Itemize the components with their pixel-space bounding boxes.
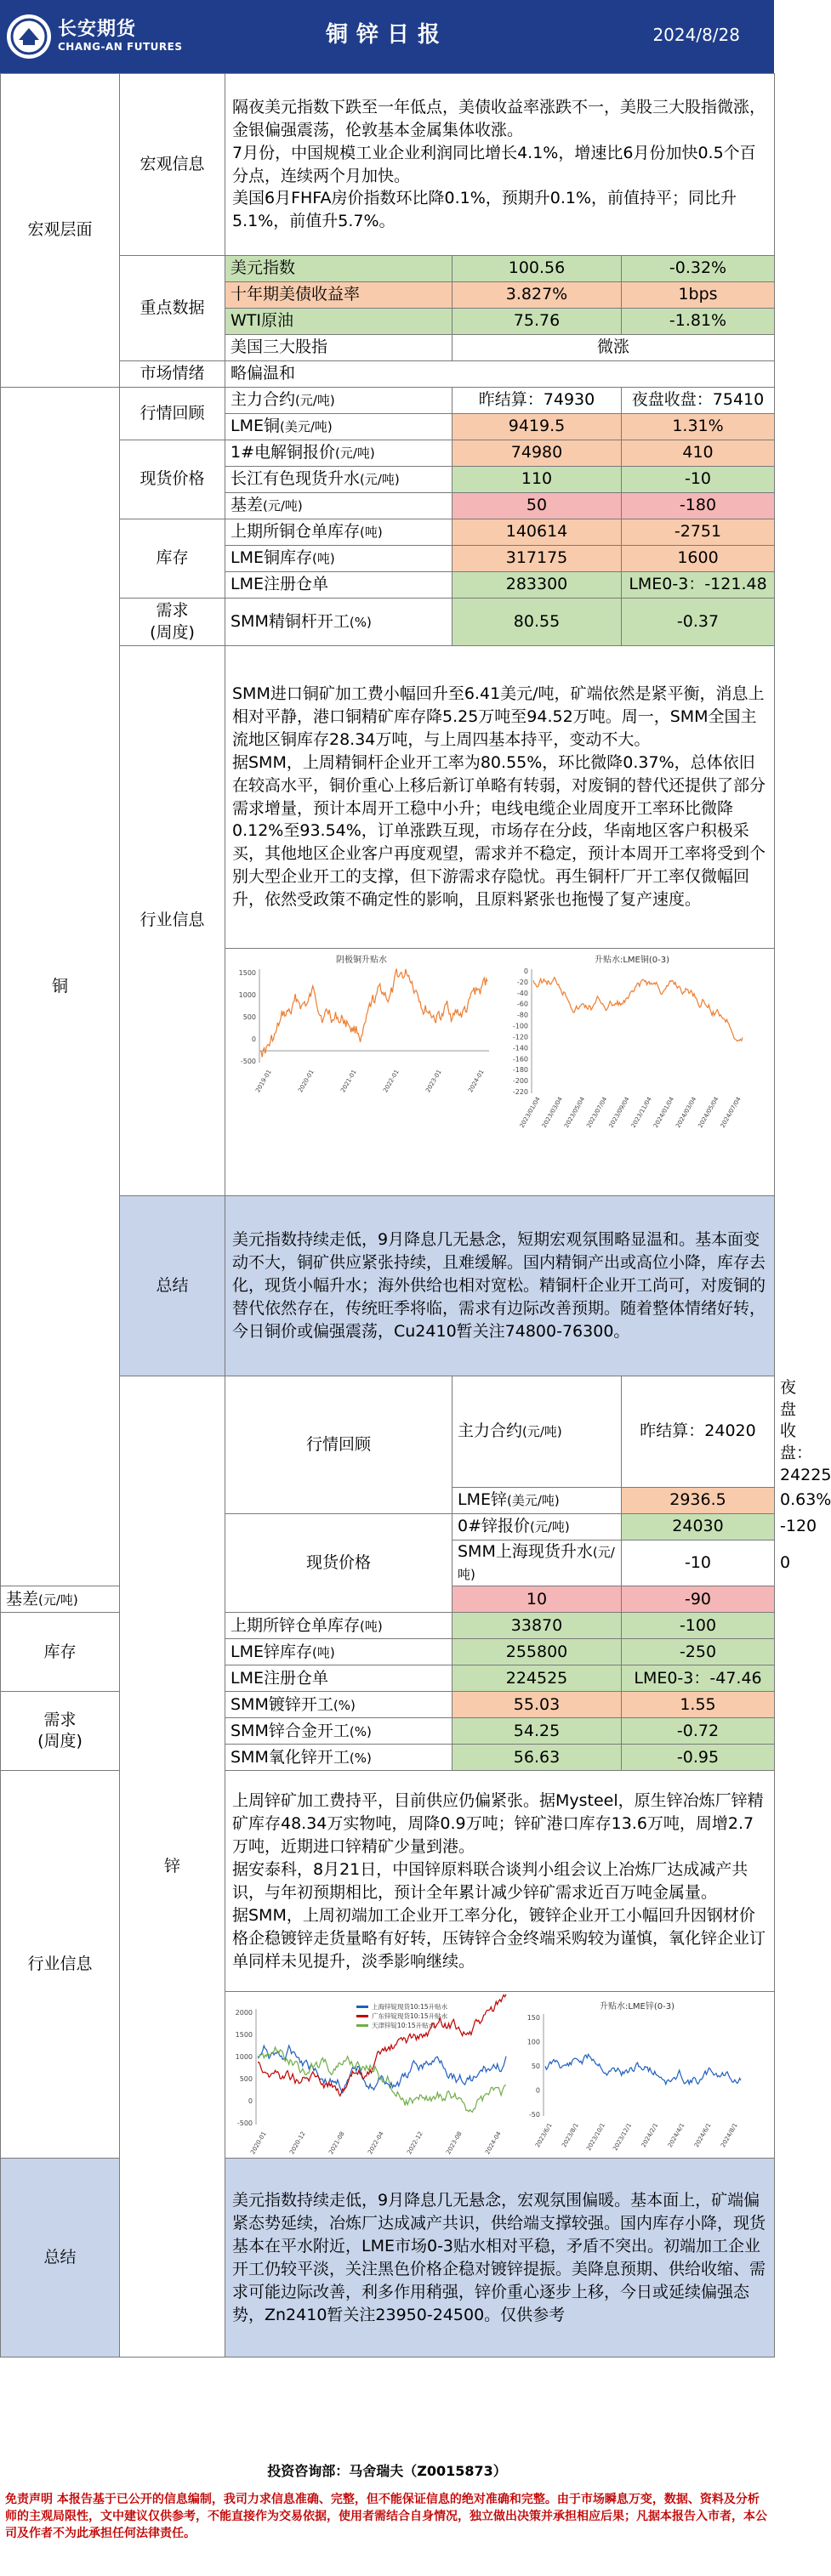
- y-tick-label: -180: [512, 1066, 528, 1075]
- x-tick-label: 2024/6/1: [692, 2121, 713, 2149]
- zinc-inv-name: LME锌库存(吨): [225, 1639, 452, 1665]
- copper-inv-name: 上期所铜仓单库存(吨): [225, 519, 452, 546]
- x-tick-label: 2023/01/04: [518, 1096, 542, 1129]
- legend-label: 上海锌锭现货10:15升贴水: [372, 2002, 448, 2011]
- key-data-name: 十年期美债收益率: [225, 282, 452, 309]
- y-tick-label: -200: [512, 1077, 528, 1086]
- zinc-industry-label: 行业信息: [1, 1771, 120, 2159]
- x-tick-label: 2023/03/04: [540, 1096, 564, 1129]
- key-data-change: 1bps: [622, 282, 775, 309]
- zinc-inv-value: 33870: [452, 1613, 622, 1639]
- x-tick-label: 2024/03/04: [674, 1096, 698, 1129]
- copper-spot-name: 长江有色现货升水(元/吨): [225, 467, 452, 493]
- copper-spot-value: 50: [452, 493, 622, 519]
- zinc-spot-name: SMM上海现货升水(元/吨): [452, 1540, 622, 1586]
- copper-inv-value: 317175: [452, 546, 622, 572]
- x-tick-label: 2024-01: [467, 1069, 486, 1094]
- copper-summary-text: 美元指数持续走低，9月降息几无悬念，短期宏观氛围略显温和。基本面变动不大，铜矿供应紧张持续，且难缓解。国内精铜产出或高位小降，库存去化，现货小幅升水；海外供给也相对宽松。精铜杆企业开工尚可，对废铜的替代依然存在，传统旺季将临，需求有边际改善预期。随着整体情绪好转，今日铜价或偏强震荡，Cu2410暂关注74800-76300。: [225, 1196, 775, 1376]
- zinc-demand-change: -0.95: [622, 1745, 775, 1771]
- zinc-industry-text: [225, 1771, 775, 1992]
- x-tick-label: 2021-01: [339, 1069, 358, 1094]
- zinc-inv-change: -250: [622, 1639, 775, 1665]
- x-tick-label: 2023-01: [424, 1069, 443, 1094]
- key-data-name: WTI原油: [225, 309, 452, 335]
- x-tick-label: 2023/8/1: [561, 2121, 580, 2149]
- zinc-inv-change: LME0-3：-47.46: [622, 1665, 775, 1692]
- zinc-demand-value: 54.25: [452, 1718, 622, 1745]
- legend-swatch: [356, 2024, 368, 2027]
- zinc-main-contract: 主力合约(元/吨): [452, 1376, 622, 1488]
- sentiment-label: 市场情绪: [120, 361, 225, 388]
- y-tick-label: -160: [512, 1055, 528, 1064]
- x-tick-label: 2023/07/04: [585, 1096, 609, 1129]
- key-data-value: 75.76: [452, 309, 622, 335]
- x-tick-label: 2024/01/04: [652, 1096, 676, 1129]
- y-tick-label: 1500: [235, 2030, 253, 2039]
- key-data-name: 美国三大股指: [225, 335, 452, 361]
- macro-info-para: 隔夜美元指数下跌至一年低点，美债收益率涨跌不一，美股三大股指微涨，金银偏强震荡，伦敦基本金属集体收涨。: [232, 97, 766, 139]
- copper-spot-change: 410: [622, 440, 775, 467]
- copper-spot-value: 110: [452, 467, 622, 493]
- copper-lme-name: LME铜(美元/吨): [225, 414, 452, 440]
- zinc-inv-name: LME注册仓单: [225, 1665, 452, 1692]
- macro-info-para: 美国6月FHFA房价指数环比降0.1%，预期升0.1%，前值持平；同比升5.1%，前值升5.7%。: [232, 189, 737, 231]
- copper-spot-name: 1#电解铜报价(元/吨): [225, 440, 452, 467]
- y-tick-label: -500: [240, 1058, 256, 1065]
- y-tick-label: 50: [531, 2062, 540, 2070]
- x-tick-label: 2023/12/1: [612, 2121, 634, 2153]
- x-tick-label: 2023/05/04: [563, 1096, 587, 1129]
- key-data-value: 3.827%: [452, 282, 622, 309]
- legend-swatch: [356, 2015, 368, 2017]
- y-tick-label: 1500: [238, 969, 256, 977]
- zinc-demand-change: 1.55: [622, 1692, 775, 1718]
- copper-demand-change: -0.37: [622, 599, 775, 646]
- x-tick-label: 2020-12: [288, 2130, 307, 2156]
- copper-spot-change: -10: [622, 467, 775, 493]
- company-name-cn: 长安期货: [58, 18, 137, 40]
- x-tick-label: 2023/10/1: [585, 2121, 607, 2153]
- zinc-inventory-label: 库存: [1, 1613, 120, 1692]
- y-tick-label: 1000: [238, 991, 256, 999]
- x-tick-label: 2023/6/1: [534, 2121, 554, 2149]
- zinc-lme-value: 2936.5: [622, 1488, 775, 1514]
- copper-inv-value: 283300: [452, 572, 622, 599]
- x-tick-label: 2024/2/1: [640, 2121, 660, 2149]
- macro-section-label: 宏观层面: [1, 74, 120, 388]
- zinc-demand-label: 需求 (周度): [1, 1692, 120, 1771]
- zinc-charts: [225, 1992, 775, 2159]
- copper-industry-para: 据SMM，上周精铜杆企业开工率为80.55%，环比微降0.37%，总体依旧在较高水平，铜价重心上移后新订单略有转弱，对废铜的替代还提供了部分需求增量，预计本周开工稳中小升；电线电缆企业周度开工率环比微降0.12%至93.54%，订单涨跌互现，市场存在分歧，华南地区客户积极采买，其他地区企业客户再度观望，需求并不稳定，预计本周开工率将受到个别大型企业开工的支撑，但下游需求存隐忧。再生铜杆厂开工率仅微幅回升，依然受政策不确定性的影响，且原料紧张也拖慢了复产速度。: [232, 752, 766, 910]
- zinc-summary-text: 美元指数持续走低，9月降息几无悬念，宏观氛围偏暖。基本面上，矿端偏紧态势延续，冶炼厂达成减产共识，供给端支撑较强。国内库存小降，现货基本在平水附近，LME市场0-3贴水相对平稳，矛盾不突出。初端加工企业开工仍较平淡，关注黑色价格企稳对镀锌提振。美降息预期、供给收缩、需求可能边际改善，利多作用稍强，锌价重心逐步上移，今日或延续偏强态势，Zn2410暂关注23950-24500。仅供参考: [225, 2159, 775, 2358]
- zinc-inv-change: -100: [622, 1613, 775, 1639]
- copper-lme-spread-chart: [503, 952, 746, 1192]
- copper-inv-name: LME铜库存(吨): [225, 546, 452, 572]
- y-tick-label: -60: [516, 1000, 528, 1008]
- copper-lme-value: 9419.5: [452, 414, 622, 440]
- zinc-spot-name: 基差(元/吨): [1, 1586, 120, 1613]
- x-tick-label: 2024-04: [484, 2130, 503, 2156]
- copper-spot-label: 现货价格: [120, 440, 225, 519]
- key-data-change: -0.32%: [622, 256, 775, 282]
- x-tick-label: 2022-01: [382, 1069, 401, 1094]
- copper-charts: [225, 949, 775, 1196]
- x-tick-label: 2024/8/1: [720, 2121, 739, 2149]
- y-tick-label: 1000: [235, 2052, 253, 2061]
- zinc-spot-name: 0#锌报价(元/吨): [452, 1514, 622, 1540]
- y-tick-label: 0: [251, 1036, 256, 1043]
- x-tick-label: 2024/4/1: [666, 2121, 686, 2149]
- copper-inv-name: LME注册仓单: [225, 572, 452, 599]
- x-tick-label: 2021-08: [327, 2130, 346, 2156]
- copper-demand-label: 需求 (周度): [120, 599, 225, 646]
- macro-info-para: 7月份，中国规模工业企业利润同比增长4.1%，增速比6月份加快0.5个百分点，连续两个月加快。: [232, 143, 756, 185]
- zinc-spot-value: -10: [622, 1540, 775, 1586]
- copper-inventory-label: 库存: [120, 519, 225, 599]
- chart-title: 升贴水:LME锌(0-3): [599, 2001, 675, 2011]
- zinc-industry-para: 上周锌矿加工费持平，目前供应仍偏紧张。据Mysteel，原生锌冶炼厂锌精矿库存48.34万实物吨，周降0.9万吨；锌矿港口库存13.6万吨，周增2.7万吨，近期进口锌精矿少量到港。: [232, 1791, 764, 1857]
- zinc-prev-close: 昨结算：24020: [622, 1376, 775, 1488]
- key-data-name: 美元指数: [225, 256, 452, 282]
- zinc-spot-premium-chart: [229, 1997, 509, 2156]
- x-tick-label: 2020-01: [249, 2130, 268, 2156]
- series-line: [545, 2054, 741, 2084]
- y-tick-label: -140: [512, 1044, 528, 1053]
- x-tick-label: 2023-08: [445, 2130, 464, 2156]
- zinc-industry-para: 据SMM，上周初端加工企业开工率分化，镀锌企业开工小幅回升因钢材价格企稳镀锌走货量略有好转，压铸锌合金终端采购较为谨慎，氧化锌企业订单同样未见提升，淡季影响继续。: [232, 1905, 766, 1971]
- zinc-spot-value: 24030: [622, 1514, 775, 1540]
- copper-industry-text: [225, 646, 775, 949]
- x-tick-label: 2024/05/04: [697, 1096, 720, 1129]
- y-tick-label: -50: [528, 2110, 540, 2119]
- y-tick-label: 0: [535, 2086, 540, 2095]
- copper-inv-value: 140614: [452, 519, 622, 546]
- zinc-summary-label: 总结: [1, 2159, 120, 2358]
- y-tick-label: 0: [523, 967, 528, 975]
- zinc-spot-value: 10: [452, 1586, 622, 1613]
- zinc-spot-label: 现货价格: [225, 1514, 452, 1613]
- copper-main-contract: 主力合约(元/吨): [225, 388, 452, 414]
- copper-inv-change: -2751: [622, 519, 775, 546]
- copper-spot-value: 74980: [452, 440, 622, 467]
- report-header: [0, 0, 774, 73]
- macro-info-text: [225, 74, 775, 256]
- zinc-lme-name: LME锌(美元/吨): [452, 1488, 622, 1514]
- company-name-en: CHANG-AN FUTURES: [58, 41, 183, 53]
- y-tick-label: 100: [526, 2038, 540, 2046]
- x-tick-label: 2022-04: [367, 2130, 385, 2156]
- legend-label: 广东锌锭现货10:15升贴水: [372, 2011, 448, 2020]
- zinc-demand-value: 56.63: [452, 1745, 622, 1771]
- zinc-demand-change: -0.72: [622, 1718, 775, 1745]
- report-title: 铜锌日报: [325, 22, 448, 48]
- x-tick-label: 2020-01: [297, 1069, 316, 1094]
- zinc-demand-value: 55.03: [452, 1692, 622, 1718]
- series-line: [261, 969, 487, 1058]
- copper-night-close: 夜盘收盘：75410: [622, 388, 775, 414]
- x-tick-label: 2019-01: [254, 1069, 273, 1094]
- macro-info-label: 宏观信息: [120, 74, 225, 256]
- analyst-line: 投资咨询部：马舍瑞夫（Z0015873）: [267, 2463, 507, 2479]
- y-tick-label: -120: [512, 1033, 528, 1041]
- copper-demand-name: SMM精铜杆开工(%): [225, 599, 452, 646]
- copper-prev-close: 昨结算：74930: [452, 388, 622, 414]
- y-tick-label: -500: [236, 2119, 253, 2127]
- zinc-demand-name: SMM氧化锌开工(%): [225, 1745, 452, 1771]
- zinc-inv-name: 上期所锌仓单库存(吨): [225, 1613, 452, 1639]
- zinc-industry-para: 据安泰科，8月21日，中国锌原料联合谈判小组会议上冶炼厂达成减产共识，与年初预期相比，预计全年累计减少锌矿需求近百万吨金属量。: [232, 1860, 748, 1902]
- y-tick-label: -20: [516, 978, 528, 986]
- copper-section-label: 铜: [1, 388, 120, 1586]
- y-tick-label: 2000: [235, 2008, 253, 2017]
- y-tick-label: 500: [242, 1013, 256, 1021]
- report-table: 宏观层面 宏观信息 隔夜美元指数下跌至一年低点，美债收益率涨跌不一，美股三大股指微涨，金银偏强震荡，伦敦基本金属集体收涨。 7月份，中国规模工业企业利润同比增长4.1%，增速比6月份加快0.5个百分点，连续两个月加快。 美国6月FHFA房价指数环比降0.1%，预期升0.1%，前值持平；同比升5.1%，前值升5.7%。 重点数据 美元指数 100.56 -0.32% 十年期美债收益率 3.827% 1bps WTI原油 75.76 -1.81% 美国三大股指 微涨 市场情绪 略偏温和 铜 行情回顾 主力合约(元/吨) 昨结算：74930 夜盘收盘：75410 LME铜(美元/吨) 9419.5 1.31% 现货价格 1#电解铜报价(元/吨) 74980 410 长江有色现货升水(元/吨) 110 -10 基差(元/吨) 50 -180 库存 上期所铜仓单库存(吨) 140614 -2751 LME铜库存(吨) 317175 1600 LME注册仓单 283300 LME0-3：-121.48 需求 (周度) SMM精铜杆开工(%) 80.55 -0.37 行业信息 SMM进口铜矿加工费小幅回升至6.41美元/吨，矿端依然是紧平衡，消息上相对平静，港口铜精矿库存降5.25万吨至94.52万吨。周一，SMM全国主流地区铜库存28.34万吨，与上周四基本持平，变动不大。 据SMM，上周精铜杆企业开工率为80.55%，环比微降0.37%，总体依旧在较高水平，铜价重心上移后新订单略有转弱，对废铜的替代还提供了部分需求增量，预计本周开工稳中小升；电线电缆企业周度开工率环比微降0.12%至93.54%，订单涨跌互现，市场存在分歧，华南地区客户积极采买，其他地区企业客户再度观望，需求并不稳定，预计本周开工率将受到个别大型企业开工的支撑，但下游需求存隐忧。再生铜杆厂开工率仅微幅回升，依然受政策不确定性的影响，且原料紧张也拖慢了复产速度。 阴极铜升贴水 1500 1000 500 0 -500 2019-01 2020-01 2021-01 2022-01 2023-01 2024-01 升贴水:LME铜(0-3) 0 -20 -40 -60 -80 -100 -120 -140 -160 -180 -200 -220 2023/01/04 2023/03/04 2023/05/04 2023/07/04 2023/09/04 2023/11/04 2024/01/04 2024/03/04 2024/05/04 2024/07/04 总结 美元指数持续走低，9月降息几无悬念，短期宏观氛围略显温和。基本面变动不大，铜矿供应紧张持续，且难缓解。国内精铜产出或高位小降，库存去化，现货小幅升水；海外供给也相对宽松。精铜杆企业开工尚可，对废铜的替代依然存在，传统旺季将临，需求有边际改善预期。随着整体情绪好转，今日铜价或偏强震荡，Cu2410暂关注74800-76300。 锌 行情回顾 主力合约(元/吨) 昨结算：24020 夜盘收盘：24225 LME锌(美元/吨) 2936.5 0.63% 现货价格 0#锌报价(元/吨) 24030 -120 SMM上海现货升水(元/吨) -10 0 基差(元/吨) 10 -90 库存 上期所锌仓单库存(吨) 33870 -100 LME锌库存(吨) 255800 -250 LME注册仓单 224525 LME0-3：-47.46 需求 (周度) SMM镀锌开工(%) 55.03 1.55 SMM锌合金开工(%) 54.25 -0.72 SMM氧化锌开工(%) 56.63 -0.95 行业信息 上周锌矿加工费持平，目前供应仍偏紧张。据Mysteel，原生锌冶炼厂锌精矿库存48.34万实物吨，周降0.9万吨；锌矿港口库存13.6万吨，周增2.7万吨，近期进口锌精矿少量到港。 据安泰科，8月21日，中国锌原料联合谈判小组会议上冶炼厂达成减产共识，与年初预期相比，预计全年累计减少锌矿需求近百万吨金属量。 据SMM，上周初端加工企业开工率分化，镀锌企业开工小幅回升因钢材价格企稳镀锌走货量略有好转，压铸锌合金终端采购较为谨慎，氧化锌企业订单同样未见提升，淡季影响继续。 2000 1500 1000 500 0 -500 上海锌锭现货10:15升贴水 广东锌锭现货10:15升贴水 天津锌锭10:15升贴水 2020-01 2020-12 2021-08 2022-04 2022-12 2023-08 2024-04 升贴水:LME锌(0-3) 150 100 50 0 -50 2023/6/1 2023/8/1 2023/10/1 2023/12/1 2024/2/1 2024/4/1 2024/6/1 2024/8/1 总结 美元指数持续走低，9月降息几无悬念，宏观氛围偏暖。基本面上，矿端偏紧态势延续，冶炼厂达成减产共识，供给端支撑较强。国内库存小降，现货基本在平水附近，LME市场0-3贴水相对平稳，矛盾不突出。初端加工企业开工仍较平淡，关注黑色价格企稳对镀锌提振。美降息预期、供给收缩、需求可能边际改善，利多作用稍强，锌价重心逐步上移，今日或延续偏强态势，Zn2410暂关注23950-24500。仅供参考: [0, 73, 775, 2358]
- copper-inv-change: LME0-3：-121.48: [622, 572, 775, 599]
- x-tick-label: 2022-12: [406, 2130, 424, 2156]
- zinc-market-label: 行情回顾: [225, 1376, 452, 1514]
- sentiment-value: 略偏温和: [225, 361, 775, 388]
- x-tick-label: 2024/07/04: [719, 1096, 743, 1129]
- copper-industry-para: SMM进口铜矿加工费小幅回升至6.41美元/吨，矿端依然是紧平衡，消息上相对平静，港口铜精矿库存降5.25万吨至94.52万吨。周一，SMM全国主流地区铜库存28.34万吨，与上周四基本持平，变动不大。: [232, 684, 765, 749]
- zinc-inv-value: 224525: [452, 1665, 622, 1692]
- zinc-spot-change: -90: [622, 1586, 775, 1613]
- copper-spot-premium-chart: [229, 952, 494, 1102]
- disclaimer-text: 免责声明 本报告基于已公开的信息编制，我司力求信息准确、完整，但不能保证信息的绝对准确和完整。由于市场瞬息万变，数据、资料及分析师的主观局限性，文中建议仅供参考，不能直接作为交易依据，使用者需结合自身情况，独立做出决策并承担相应后果；凡据本报告入市者，本公司及作者不为此承担任何法律责任。: [5, 2492, 767, 2541]
- copper-spot-name: 基差(元/吨): [225, 493, 452, 519]
- copper-inv-change: 1600: [622, 546, 775, 572]
- zinc-lme-spread-chart: [518, 1997, 746, 2153]
- legend-label: 天津锌锭10:15升贴水: [372, 2021, 435, 2029]
- report-date: 2024/8/28: [652, 25, 740, 45]
- y-tick-label: -80: [516, 1011, 528, 1019]
- y-tick-label: 0: [248, 2097, 253, 2105]
- copper-demand-value: 80.55: [452, 599, 622, 646]
- x-tick-label: 2023/09/04: [607, 1096, 631, 1129]
- key-data-label: 重点数据: [120, 256, 225, 361]
- key-data-change: -1.81%: [622, 309, 775, 335]
- copper-spot-change: -180: [622, 493, 775, 519]
- copper-industry-label: 行业信息: [120, 646, 225, 1196]
- chart-title: 升贴水:LME铜(0-3): [594, 956, 670, 965]
- y-tick-label: -100: [512, 1022, 528, 1030]
- y-tick-label: -40: [516, 989, 528, 997]
- x-tick-label: 2023/11/04: [629, 1096, 653, 1129]
- series-line: [258, 2045, 506, 2093]
- zinc-section-label: 锌: [120, 1376, 225, 2358]
- key-data-value: 100.56: [452, 256, 622, 282]
- zinc-inv-value: 255800: [452, 1639, 622, 1665]
- chart-title: 阴极铜升贴水: [336, 956, 387, 965]
- report-footer: [0, 2452, 774, 2576]
- y-tick-label: 150: [526, 2013, 540, 2022]
- y-tick-label: 500: [239, 2074, 253, 2083]
- copper-summary-label: 总结: [120, 1196, 225, 1376]
- series-line: [533, 978, 743, 1041]
- legend-swatch: [356, 2006, 368, 2008]
- zinc-demand-name: SMM锌合金开工(%): [225, 1718, 452, 1745]
- copper-market-label: 行情回顾: [120, 388, 225, 440]
- key-data-value: 微涨: [452, 335, 775, 361]
- copper-lme-change: 1.31%: [622, 414, 775, 440]
- y-tick-label: -220: [512, 1088, 528, 1096]
- zinc-demand-name: SMM镀锌开工(%): [225, 1692, 452, 1718]
